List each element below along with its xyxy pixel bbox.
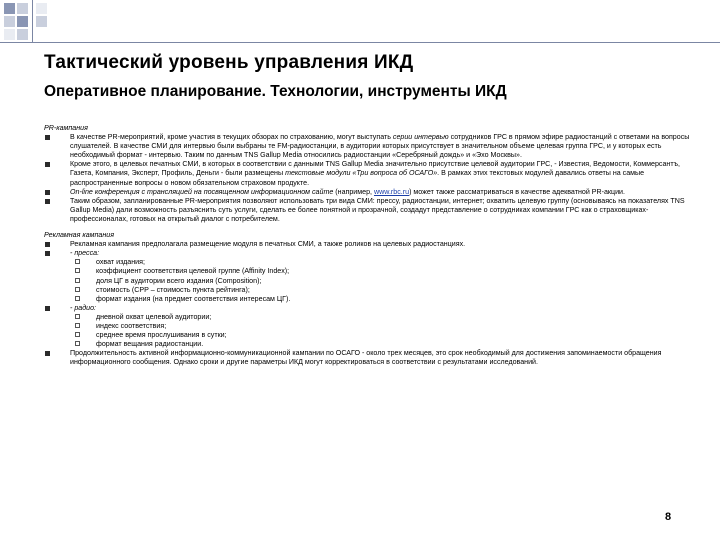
press-criterion-text: доля ЦГ в аудитории всего издания (Composition);	[96, 276, 262, 285]
press-criterion	[44, 286, 694, 295]
pr-item-text: ) может также рассматриваться в качестве адекватной PR-акции.	[409, 187, 625, 196]
radio-criterion	[44, 331, 694, 340]
radio-criterion-text: индекс соответствия;	[96, 321, 167, 330]
checkbox-square-icon	[75, 314, 80, 319]
checkbox-square-icon	[75, 287, 80, 292]
deco-square	[36, 3, 47, 14]
deco-square	[17, 29, 28, 40]
bullet-icon	[45, 199, 50, 204]
radio-criterion	[44, 313, 694, 322]
checkbox-square-icon	[75, 278, 80, 283]
bullet-icon	[45, 251, 50, 256]
bullet-icon	[45, 351, 50, 356]
radio-criterion	[44, 340, 694, 349]
radio-criterion-text: среднее время прослушивания в сутки;	[96, 331, 227, 340]
rbc-link[interactable]: www.rbc.ru	[373, 187, 410, 196]
checkbox-square-icon	[75, 332, 80, 337]
page-number: 8	[665, 511, 672, 523]
checkbox-square-icon	[75, 296, 80, 301]
radio-criterion-text: дневной охват целевой аудитории;	[96, 312, 212, 321]
deco-square	[4, 3, 15, 14]
deco-square	[17, 3, 28, 14]
radio-criterion	[44, 322, 694, 331]
ads-item	[44, 240, 694, 249]
pr-item-text: Таким образом, запланированные PR-мероприятия позволяют использовать три вида СМИ: прессу, радиостанции, интернет; охватить целевую группу (основываясь на показателях TNS Gallup Media) дали возможность разъяснить суть услуги, сделать ее более понятной и прозрачной, создадут представление о сотрудниках компании ГРС как о страховщиках-профессионалах, готовых на открытый диалог с потребителем.	[70, 196, 685, 223]
pr-section-label: PR-кампания	[44, 124, 88, 132]
pr-item-text: сотрудников ГРС в прямом эфире радиостанций с ответами на вопросы слушателей. В качестве СМИ для интервью были выбраны те FM-радиостанции, в аудитории которых присутствует в значительном объеме целевая группа ГРС, и у которых есть необходимый формат - интервью. Таким по данным TNS Gallup Media относились радиостанции «Серебряный дождь» и «Эхо Москвы».	[70, 133, 690, 160]
ads-item	[44, 349, 694, 367]
deco-square	[17, 16, 28, 27]
pr-item	[44, 188, 694, 197]
decorative-squares	[0, 0, 60, 40]
bullet-icon	[45, 190, 50, 195]
press-criterion-text: охват издания;	[96, 258, 145, 267]
slide-body	[44, 124, 694, 367]
press-criterion	[44, 267, 694, 276]
press-criterion	[44, 295, 694, 304]
pr-item-text: В качестве PR-мероприятий, кроме участия в текущих обзорах по страхованию, могут выступать	[70, 133, 393, 142]
press-criterion-text: формат издания (на предмет соответствия интересам ЦГ).	[96, 294, 291, 303]
checkbox-square-icon	[75, 323, 80, 328]
pr-item-text: (например,	[333, 187, 374, 196]
pr-item	[44, 133, 694, 160]
slide-title: Тактический уровень управления ИКД	[44, 52, 414, 73]
bullet-icon	[45, 162, 50, 167]
pr-item	[44, 197, 694, 224]
ads-intro-text: Рекламная кампания предполагала размещение модуля в печатных СМИ, а также роликов на целевых радиостанциях.	[70, 240, 466, 249]
ads-section-label: Рекламная кампания	[44, 231, 115, 240]
bullet-icon	[45, 306, 50, 311]
ads-closing-text: Продолжительность активной информационно-коммуникационной кампании по ОСАГО - около трех месяцев, это срок необходимый для достижения запоминаемости обращения информационного сообщения. Однако сроки и другие параметры ИКД могут корректироваться в соответствии с результатами исследований.	[70, 349, 662, 367]
radio-label: - радио:	[70, 303, 97, 312]
press-label: - пресса:	[70, 249, 100, 258]
bullet-icon	[45, 242, 50, 247]
press-criterion	[44, 258, 694, 267]
ads-item	[44, 249, 694, 258]
pr-item-text: . В рамках этих текстовых модулей давались ответы на самые распространенные вопросы о новом обязательном страховом продукте.	[70, 169, 645, 187]
slide-subtitle: Оперативное планирование. Технологии, инструменты ИКД	[44, 83, 507, 100]
radio-criterion-text: формат вещания радиостанции.	[96, 340, 204, 349]
bullet-icon	[45, 135, 50, 140]
pr-item-emphasis: серии интервью	[392, 133, 449, 142]
pr-item-text: Кроме этого, в целевых печатных СМИ, в которых в соответствии с данными TNS Gallup Media значительно присутствие целевой аудитории ГРС, - Известия, Ведомости, Коммерсантъ, Газета, Компания, Эксперт, Профиль, Деньги - были размещены	[70, 160, 680, 178]
decorative-horizontal-rule	[0, 42, 720, 43]
pr-item-emphasis: On-line конференция с трансляцией на посвященном информационном сайте	[70, 187, 334, 196]
pr-item-emphasis: текстовые модули «Три вопроса об ОСАГО»	[285, 169, 438, 178]
press-criterion	[44, 277, 694, 286]
press-criterion-text: коэффициент соответствия целевой группе (Affinity Index);	[96, 267, 290, 276]
checkbox-square-icon	[75, 341, 80, 346]
deco-square	[4, 16, 15, 27]
pr-item	[44, 160, 694, 187]
press-criterion-text: стоимость (CPP – стоимость пункта рейтинга);	[96, 285, 250, 294]
checkbox-square-icon	[75, 259, 80, 264]
deco-square	[36, 16, 47, 27]
deco-square	[4, 29, 15, 40]
ads-item	[44, 304, 694, 313]
checkbox-square-icon	[75, 268, 80, 273]
decorative-vertical-rule	[32, 0, 33, 42]
